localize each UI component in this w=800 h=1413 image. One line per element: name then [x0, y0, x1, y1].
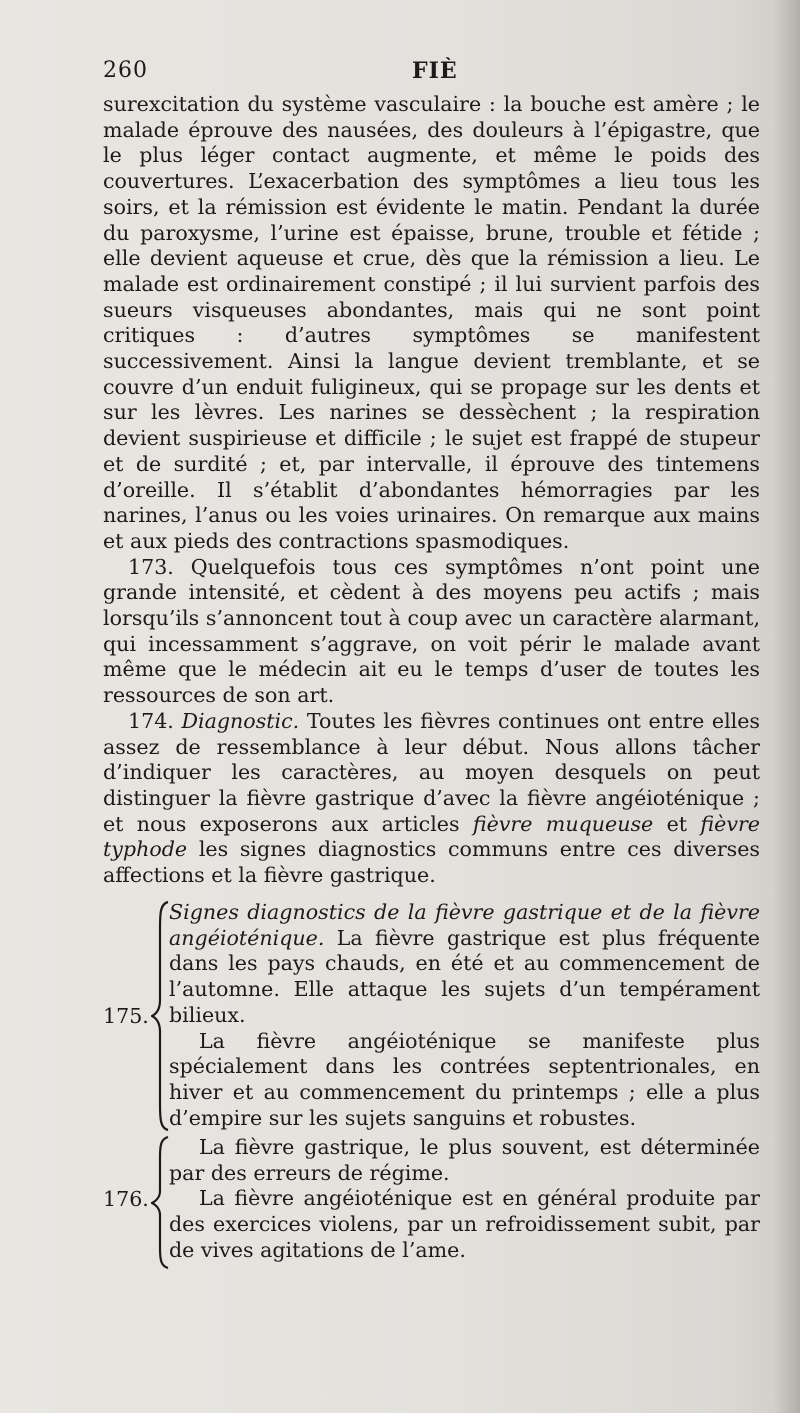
diagnostic-table-175: [103, 900, 760, 1132]
table-cells: [169, 900, 760, 1131]
cross-reference-fievre-typhode: fièvre typhode: [103, 811, 760, 862]
paragraph-text: Toutes les fièvres continues ont entre elles assez de ressemblance à leur début. Nous allons tâcher d’indiquer les caractères, au moyen desquels on peut distinguer la fièvre gastrique d’avec la fièvre angéioténique ; et nous exposerons aux articles: [103, 708, 761, 836]
paragraph-174: [103, 709, 760, 889]
table-cells: [169, 1135, 760, 1264]
table-row-gastrique: [169, 900, 760, 1029]
running-head: FIÈ: [412, 58, 458, 84]
left-brace-icon: [151, 1135, 171, 1270]
cross-reference-fievre-muqueuse: fièvre muqueuse: [472, 811, 654, 836]
paragraph-continued: surexcitation du système vasculaire : la bouche est amère ; le malade éprouve des nausées, des douleurs à l’épigastre, que le plus léger contact augmente, et même le poids des couvertures. L’exacerbation des symptômes a lieu tous les soirs, et la rémission est évidente le matin. Pendant la durée du paroxysme, l’urine est épaisse, brune, trouble et fétide ; elle devient aqueuse et crue, dès que la rémission a lieu. Le malade est ordinairement constipé ; il lui survient parfois des sueurs visqueuses abondantes, mais qui ne sont point critiques : d’autres symptômes se manifestent successivement. Ainsi la langue devient tremblante, et se couvre d’un enduit fuligineux, qui se propage sur les dents et sur les lèvres. Les narines se dessèchent ; la respiration devient suspirieuse et difficile ; le sujet est frappé de stupeur et de surdité ; et, par intervalle, il éprouve des tintemens d’oreille. Il s’établit d’abondantes hémorragies par les narines, l’anus ou les voies urinaires. On remarque aux mains et aux pieds des contractions spasmodiques.: [103, 92, 760, 553]
paragraph-text: et: [653, 811, 701, 836]
section-label: Diagnostic.: [181, 708, 300, 733]
left-brace-icon: [151, 900, 171, 1132]
page-number: 260: [103, 58, 148, 83]
page-edge-shadow: [774, 0, 800, 1413]
paragraph-number: 174.: [128, 708, 174, 733]
paragraph-text: les signes diagnostics communs entre ces diverses affections et la fièvre gastrique.: [103, 837, 760, 888]
paragraph-173: 173. Quelquefois tous ces symptômes n’ont point une grande intensité, et cèdent à des moyens peu actifs ; mais lorsqu’ils s’annoncent tout à coup avec un caractère alarmant, qui incessamment s’aggrave, on voit périr le malade avant même que le médecin ait eu le temps d’user de toutes les ressources de son art.: [103, 554, 760, 708]
section-number: 175.: [103, 1004, 149, 1028]
table-row-angeiotenique: La fièvre angéioténique se manifeste plus spécialement dans les contrées septentrionales, en hiver et au commencement du printemps ; elle a plus d’empire sur les sujets sanguins et robustes.: [169, 1028, 760, 1130]
table-row-gastrique: La fièvre gastrique, le plus souvent, est déterminée par des erreurs de régime.: [169, 1135, 760, 1185]
table-row-angeiotenique: La fièvre angéioténique est en général produite par des exercices violens, par un refroidissement subit, par de vives agitations de l’ame.: [169, 1186, 760, 1262]
table-cell-text: La fièvre gastrique est plus fréquente dans les pays chauds, en été et au commencement de l’automne. Elle attaque les sujets d’un tempérament bilieux.: [169, 925, 760, 1027]
diagnostic-table-176: [103, 1135, 760, 1270]
section-number: 176.: [103, 1187, 149, 1211]
table-heading: Signes diagnostics de la fièvre gastrique et de la fièvre angéioténique.: [169, 900, 760, 950]
main-text: [103, 92, 760, 889]
